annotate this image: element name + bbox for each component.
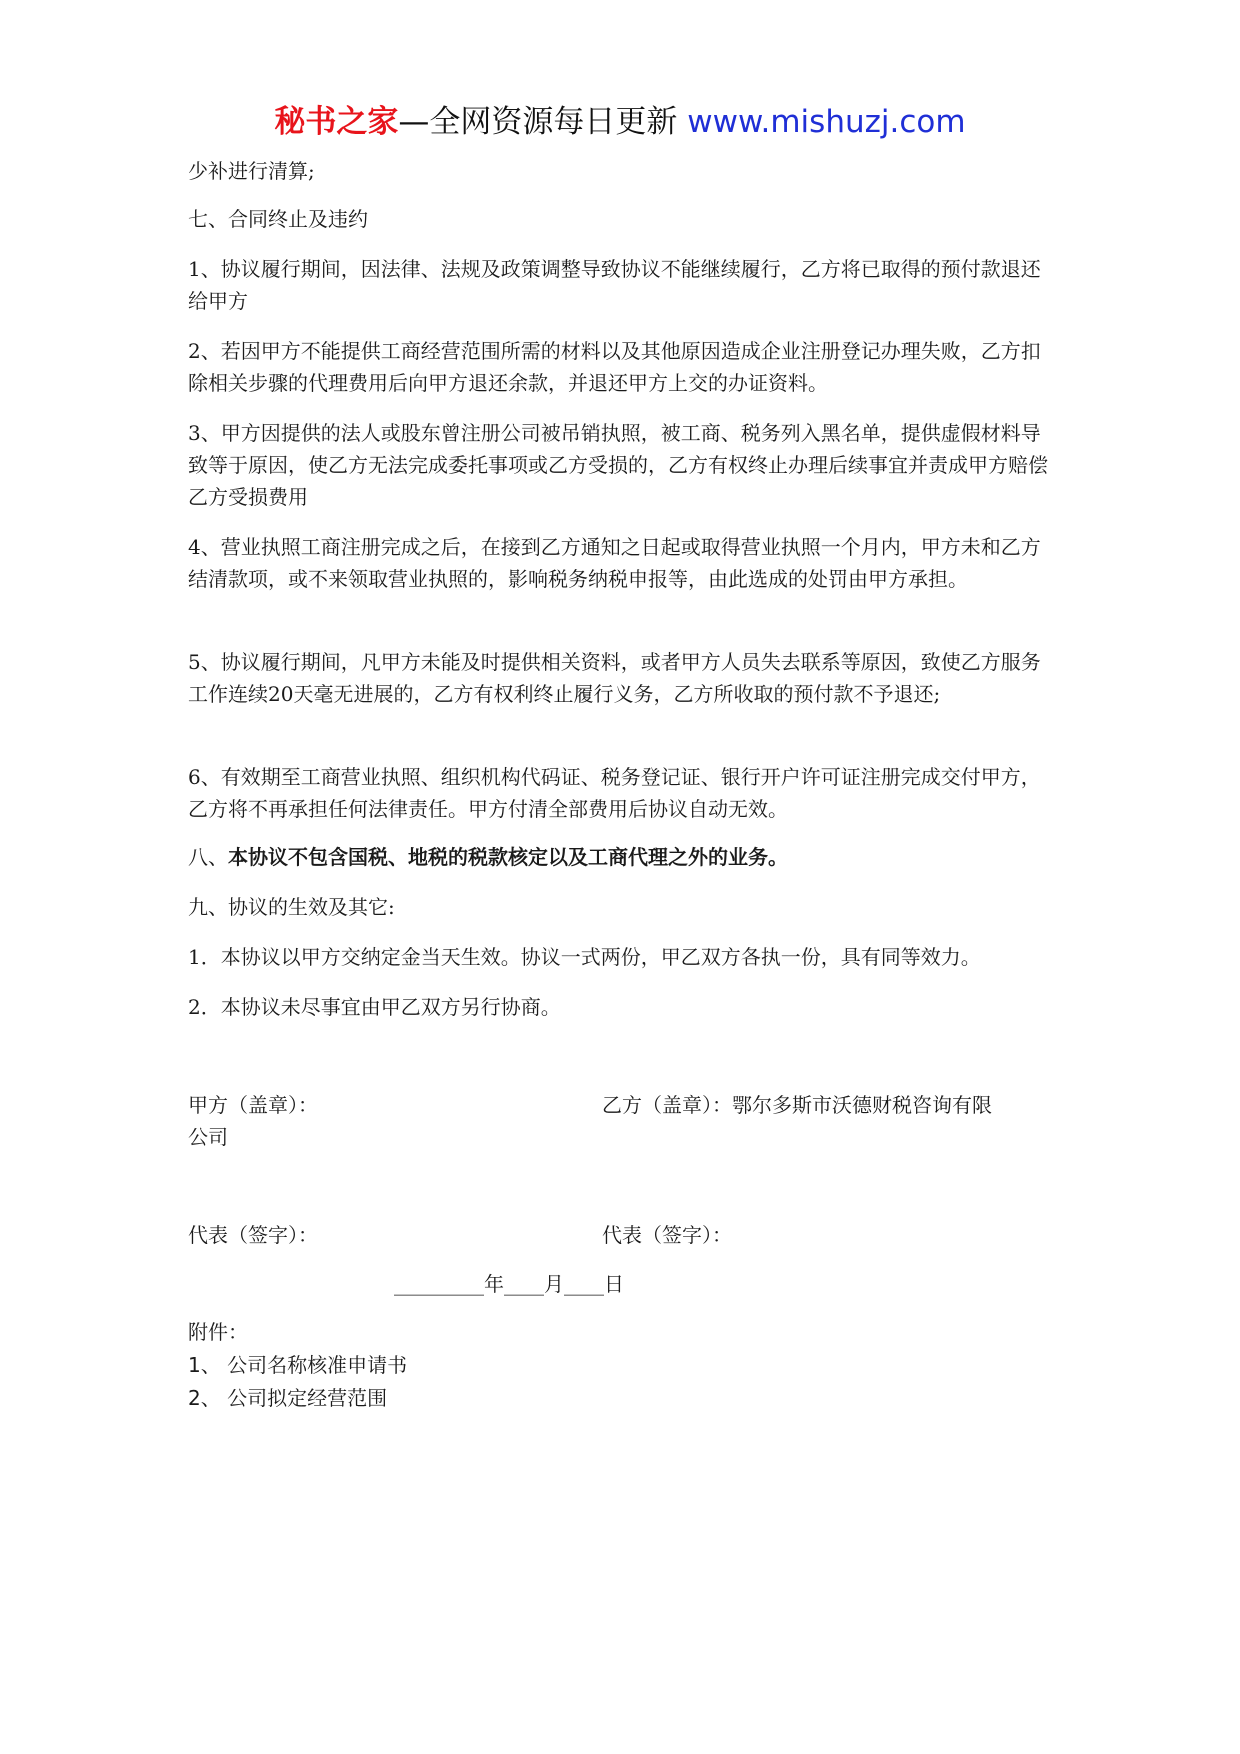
paragraph: 少补进行清算; xyxy=(188,159,315,183)
clause-7-5 xyxy=(188,646,1056,710)
paragraph: 5、协议履行期间，凡甲方未能及时提供相关资料，或者甲方人员失去联系等原因，致使乙方服务工作连续20天毫无进展的，乙方有权利终止履行义务，乙方所收取的预付款不予退还; xyxy=(188,650,1041,706)
clause-7-6 xyxy=(188,761,1056,825)
clause-7-4 xyxy=(188,531,1056,595)
paragraph: 1．本协议以甲方交纳定金当天生效。协议一式两份，甲乙双方各执一份，具有同等效力。 xyxy=(188,945,981,969)
paragraph: 4、营业执照工商注册完成之后，在接到乙方通知之日起或取得营业执照一个月内，甲方未和乙方结清款项，或不来领取营业执照的，影响税务纳税申报等，由此选成的处罚由甲方承担。 xyxy=(188,535,1041,591)
party-a-seal: 甲方（盖章）： xyxy=(188,1093,318,1117)
header-brand: 秘书之家 xyxy=(274,104,399,140)
section-number: 八、 xyxy=(188,845,228,869)
party-a-representative: 代表（签字）： xyxy=(188,1223,318,1247)
paragraph: 6、有效期至工商营业执照、组织机构代码证、税务登记证、银行开户许可证注册完成交付甲方，乙方将不再承担任何法律责任。甲方付清全部费用后协议自动无效。 xyxy=(188,765,1041,821)
clause-7-3 xyxy=(188,417,1056,513)
section-bold-text: 本协议不包含国税、地税的税款核定以及工商代理之外的业务。 xyxy=(228,845,788,869)
attachments-title: 附件： xyxy=(188,1320,248,1344)
clause-continuation xyxy=(188,155,1056,187)
paragraph: 2、若因甲方不能提供工商经营范围所需的材料以及其他原因造成企业注册登记办理失败，乙方扣除相关步骤的代理费用后向甲方退还余款，并退还甲方上交的办证资料。 xyxy=(188,339,1041,395)
section-heading: 七、合同终止及违约 xyxy=(188,207,368,231)
attachment-item: 1、 公司名称核准申请书 xyxy=(188,1353,408,1377)
date-line: _________年____月____日 xyxy=(394,1272,624,1296)
section-heading xyxy=(188,841,1056,873)
paragraph: 3、甲方因提供的法人或股东曾注册公司被吊销执照，被工商、税务列入黑名单，提供虚假材料导致等于原因，使乙方无法完成委托事项或乙方受损的，乙方有权终止办理后续事宜并责成甲方赔偿乙方受损费用 xyxy=(188,421,1048,509)
section-title-7 xyxy=(188,203,1056,235)
attachment-item: 2、 公司拟定经营范围 xyxy=(188,1386,388,1410)
party-b-seal: 乙方（盖章）：鄂尔多斯市沃德财税咨询有限 xyxy=(602,1093,992,1117)
header-url[interactable]: www.mishuzj.com xyxy=(687,104,966,140)
party-b-representative: 代表（签字）： xyxy=(602,1223,732,1247)
section-heading: 九、协议的生效及其它: xyxy=(188,895,395,919)
clause-7-2 xyxy=(188,335,1056,399)
party-b-seal-continued: 公司 xyxy=(188,1125,228,1149)
section-title-9 xyxy=(188,891,1056,923)
clause-7-1 xyxy=(188,253,1056,317)
page-header xyxy=(0,100,1240,144)
clause-9-1 xyxy=(188,941,1056,973)
section-title-8 xyxy=(188,841,1056,873)
paragraph: 1、协议履行期间，因法律、法规及政策调整导致协议不能继续履行，乙方将已取得的预付款退还给甲方 xyxy=(188,257,1041,313)
paragraph: 2．本协议未尽事宜由甲乙双方另行协商。 xyxy=(188,995,561,1019)
clause-9-2 xyxy=(188,991,1056,1023)
header-tagline: —全网资源每日更新 xyxy=(398,104,678,140)
